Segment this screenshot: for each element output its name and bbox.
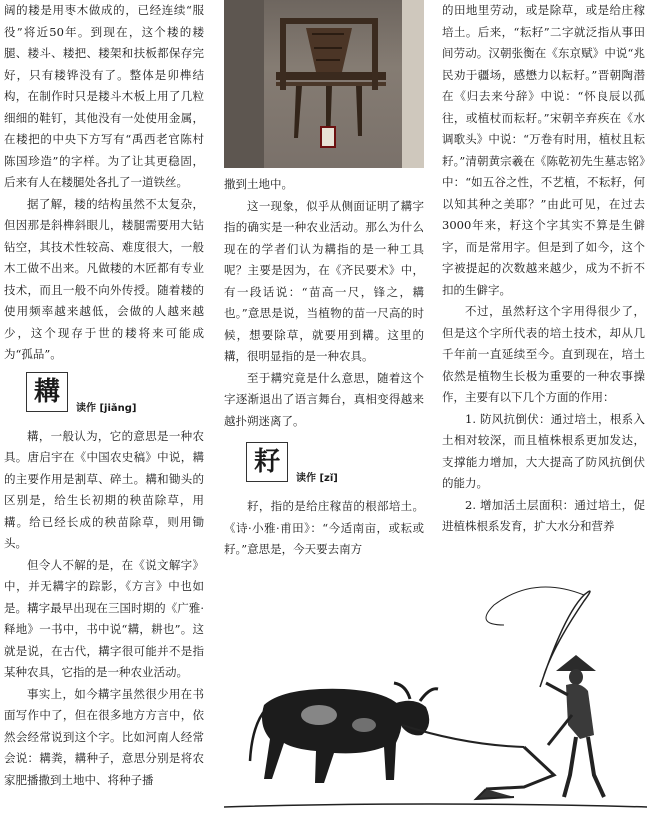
- paragraph: 至于耩究竟是什么意思，随着这个字逐渐退出了语言舞台，真相变得越来越扑朔迷离了。: [224, 370, 424, 428]
- paragraph: 撒到土地中。: [224, 177, 293, 191]
- text-column-3: [442, 0, 645, 538]
- character-heading-jiang: [4, 372, 204, 422]
- pronunciation-label: 读作 [jiǎng]: [76, 402, 137, 414]
- paragraph: 但令人不解的是，在《说文解字》中，并无耩字的踪影，《方言》中也如是。耩字最早出现在三国时期的《广雅·释地》一书中，书中说“耩，耕也”。这就是说，在古代，耩字很可能并不是指某种农具，它指的是一种农业活动。: [4, 557, 204, 679]
- ox-ploughing-illustration: [224, 575, 647, 815]
- paragraph: 事实上，如今耩字虽然很少用在书面写作中了，但在很多地方方言中，依然会经常说到这个字。比如河南人经常会说：耩粪，耩种子，意思分别是将农家肥播撒到土地中、将种子播: [4, 686, 204, 787]
- paragraph: 不过，虽然耔这个字用得很少了，但是这个字所代表的培土技术，却从几千年前一直延续至今。直到现在，培土依然是植物生长极为重要的一种农事操作，主要有以下几个方面的作用：: [442, 304, 645, 404]
- paragraph: 耔，指的是给庄稼苗的根部培土。《诗·小雅·甫田》：“今适南亩，或耘或耔。”意思是，今天要去南方: [224, 499, 424, 556]
- text-column-2: [224, 174, 424, 561]
- paragraph: 据了解，耧的结构虽然不太复杂，但因那是斜榫斜眼儿，耧腿需要用大钻钻空，其技术性较高、难度很大，一般木工做不出来。凡做耧的木匠都有专业技术，而且一般不向外传授。随着耧的使用频率越来越低，会做的人越来越少，这个现存于世的耧将来可能成为“孤品”。: [4, 196, 204, 361]
- seed-drill-photo: [224, 0, 424, 168]
- paragraph: 阔的耧是用枣木做成的，已经连续“服役”将近50年。到现在，这个耧的耧腿、耧斗、耧把、耧架和扶板都保存完好，只有耧铧没有了。整体是卯榫结构，在制作时只是耧斗木板上用了几粒细细的鞋钉，其他没有一处使用金属，在耧把的中央下方写有“禹西老官陈村陈国珍造”的字样。为了让其更稳固，后来有人在耧腿处各扎了一道铁丝。: [4, 3, 204, 189]
- paragraph: 耩，一般认为，它的意思是一种农具。唐启宇在《中国农史稿》中说，耩的主要作用是割草、碎土。耩和锄头的区别是，给生长初期的秧苗除草，用耩。给已经长成的秧苗除草，则用锄头。: [4, 428, 204, 550]
- text-column-1: [4, 0, 204, 791]
- character-heading-zi: [224, 442, 424, 492]
- character-box: 耩: [26, 372, 68, 412]
- paragraph: 1. 防风抗倒伏：通过培土，根系入土相对较深，而且植株根系更加发达，支撑能力增加，大大提高了防风抗倒伏的能力。: [442, 411, 645, 490]
- paragraph: 这一现象，似乎从侧面证明了耩字指的确实是一种农业活动。那么为什么现在的学者们认为耩指的是一种工具呢？主要是因为，在《齐民要术》中，有一段话说：“苗高一尺，锋之，耩也。”意思是说，当植物的苗一尺高的时候，想要除草，就要用到耩。这里的耩，很明显指的是一种农具。: [224, 198, 424, 363]
- character-box: 耔: [246, 442, 288, 482]
- pronunciation-label: 读作 [zǐ]: [296, 473, 338, 484]
- paragraph: 的田地里劳动，或是除草，或是给庄稼培土。后来，“耘耔”二字就泛指从事田间劳动。汉朝张衡在《东京赋》中说“兆民劝于疆场，感懋力以耘耔。”晋朝陶潜在《归去来兮辞》中说：“怀良辰以孤往，或植杖而耘耔。”宋朝辛弃疾在《水调歌头》中说：“万卷有时用，植杖且耘耔。”清朝黄宗羲在《陈乾初先生墓志铭》中：“如五谷之性，不艺植，不耘耔，何以知其种之美耶？”由此可见，在过去3000年来，耔这个字其实不算是生僻字，而是常用字。但是到了如今，这个字被提起的次数越来越少，成为不折不扣的生僻字。: [442, 3, 645, 297]
- paragraph: 2. 增加活土层面积：通过培土，促进植株根系发育，扩大水分和营养: [442, 497, 645, 533]
